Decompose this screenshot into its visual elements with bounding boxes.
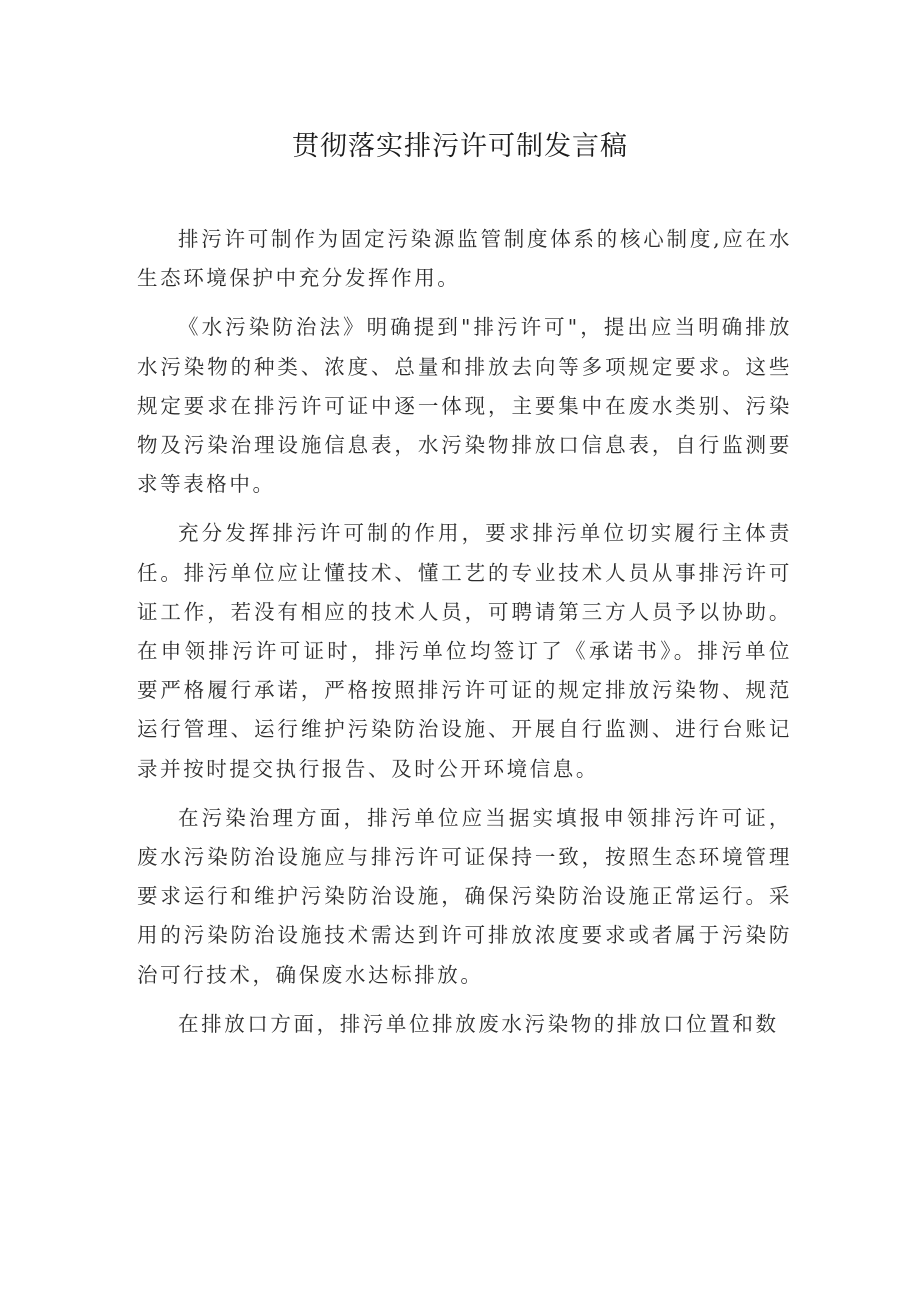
paragraph-5: 在排放口方面，排污单位排放废水污染物的排放口位置和数: [178, 1011, 779, 1036]
document-body: [137, 220, 792, 1054]
paragraph-3: 充分发挥排污许可制的作用，要求排污单位切实履行主体责任。排污单位应让懂技术、懂工艺的专业技术人员从事排污许可证工作，若没有相应的技术人员，可聘请第三方人员予以协助。在申领排污许可证时，排污单位均签订了《承诺书》。排污单位要严格履行承诺，严格按照排污许可证的规定排放污染物、规范运行管理、运行维护污染防治设施、开展自行监测、进行台账记录并按时提交执行报告、及时公开环境信息。: [137, 521, 792, 781]
paragraph-1: 排污许可制作为固定污染源监管制度体系的核心制度,应在水生态环境保护中充分发挥作用。: [137, 227, 792, 291]
document-title: 贯彻落实排污许可制发言稿: [292, 131, 628, 162]
paragraph-4: 在污染治理方面，排污单位应当据实填报申领排污许可证，废水污染防治设施应与排污许可证保持一致，按照生态环境管理要求运行和维护污染防治设施，确保污染防治设施正常运行。采用的污染防治设施技术需达到许可排放浓度要求或者属于污染防治可行技术，确保废水达标排放。: [137, 805, 792, 987]
paragraph-2: 《水污染防治法》明确提到"排污许可"，提出应当明确排放水污染物的种类、浓度、总量和排放去向等多项规定要求。这些规定要求在排污许可证中逐一体现，主要集中在废水类别、污染物及污染治理设施信息表，水污染物排放口信息表，自行监测要求等表格中。: [137, 315, 792, 497]
